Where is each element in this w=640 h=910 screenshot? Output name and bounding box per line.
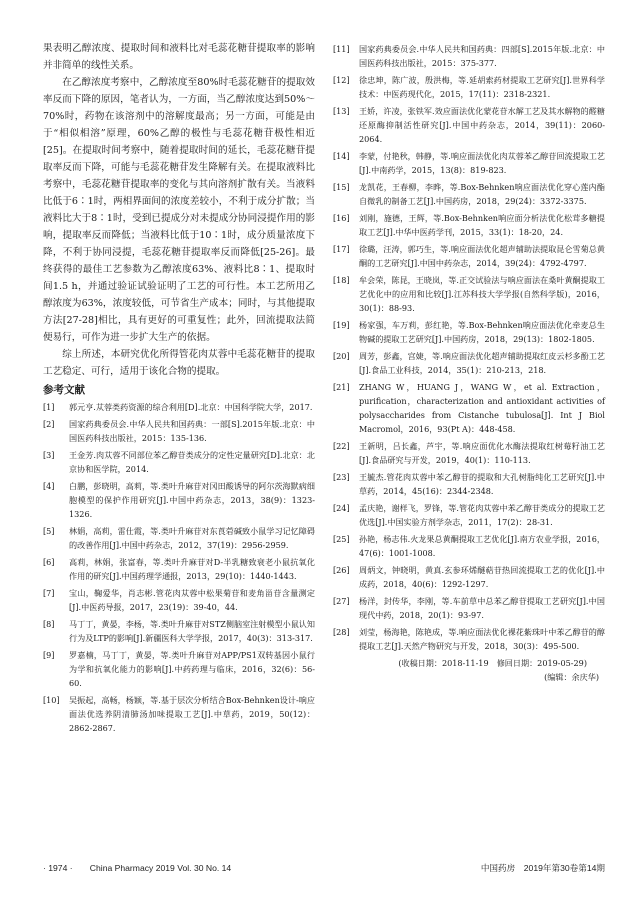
reference-number: [27]	[333, 596, 350, 606]
reference-number: [15]	[333, 182, 350, 192]
reference-number: [6]	[43, 557, 55, 567]
reference-item	[43, 400, 315, 414]
references-heading: 参考文献	[43, 384, 85, 396]
reference-text: 杨洋，封传华，李刚，等.车前草中总苯乙醇苷提取工艺研究[J].中国现代中药，2018，20(1)：93-97.	[359, 596, 605, 620]
reference-number: [25]	[333, 534, 350, 544]
reference-text: 孟庆艳，谢样飞，罗锋，等.管花肉苁蓉中苯乙醇苷类成分的提取工艺优选[J].中国实验方剂学杂志，2011，17(2)：28-31.	[359, 503, 605, 527]
reference-number: [12]	[333, 75, 350, 85]
reference-number: [10]	[43, 695, 60, 705]
received-revised-dates: (收稿日期：2018-11-19 修回日期：2019-05-29)	[398, 658, 587, 668]
reference-item	[43, 648, 315, 690]
reference-item	[333, 104, 605, 146]
reference-number: [28]	[333, 627, 350, 637]
reference-list	[333, 42, 605, 653]
reference-text: 刘莹，杨海艳，陈艳成，等.响应面法优化裸花紫珠叶中苯乙醇苷的醇提取工艺[J].天然产物研究与开发，2018，30(3)：495-500.	[359, 627, 605, 651]
reference-text: 刘刚，施德，王辉，等.Box-Behnken响应面分析法优化松茸多糖提取工艺[J].中华中医药学刊，2015，33(1)：18-20，24.	[359, 213, 605, 237]
reference-text: 马丁丁，黄晏，李杨，等.类叶升麻苷对STZ侧脑室注射模型小鼠认知行为及LTP的影响[J].新疆医科大学学报，2017，40(3)：313-317.	[69, 619, 315, 643]
reference-item	[43, 448, 315, 476]
reference-text: 宝山，鞠爱华，肖志彬.管花肉苁蓉中松果菊苷和麦角甾苷含量测定[J].中医药导报，2017，23(19)：39-40，44.	[69, 588, 315, 612]
reference-number: [4]	[43, 481, 55, 491]
reference-number: [23]	[333, 472, 350, 482]
reference-number: [5]	[43, 526, 55, 536]
reference-number: [8]	[43, 619, 55, 629]
reference-number: [20]	[333, 351, 350, 361]
footer-right: 中国药房 2019年第30卷第14期	[480, 863, 605, 873]
reference-item	[333, 73, 605, 101]
reference-text: 吴振起，高畅，杨颖，等.基于层次分析结合Box-Behnken设计-响应面法优选养阴清肺汤加味提取工艺[J].中草药，2019，50(12)：2862-2867.	[69, 695, 315, 733]
reference-item	[333, 42, 605, 70]
reference-item	[333, 563, 605, 591]
reference-number: [18]	[333, 275, 350, 285]
reference-text: 王毓杰.管花肉苁蓉中苯乙醇苷的提取和大孔树脂纯化工艺研究[J].中草药，2014，45(16)：2344-2348.	[359, 472, 605, 496]
reference-item	[43, 479, 315, 521]
reference-number: [14]	[333, 151, 350, 161]
reference-text: 王新明，吕长鑫，芦宇，等.响应面优化水酶法提取红树莓籽油工艺[J].食品研究与开发，2019，40(1)：110-113.	[359, 441, 605, 465]
reference-item	[43, 555, 315, 583]
reference-text: 杨家强，车万莉，彭红艳，等.Box-Behnken响应面法优化牵麦总生物碱的提取工艺研究[J].中国药房，2018，29(13)：1802-1805.	[359, 320, 605, 344]
reference-item	[43, 586, 315, 614]
reference-text: 徐璐，汪涛，郭巧生，等.响应面法优化超声辅助法提取昆仑雪菊总黄酮的工艺研究[J].中国中药杂志，2014，39(24)：4792-4797.	[359, 244, 605, 268]
reference-text: 高莉，林娟，张富春，等.类叶升麻苷对D-半乳糖致衰老小鼠抗氧化作用的研究[J].中国药理学通报，2013，29(10)：1440-1443.	[69, 557, 315, 581]
reference-item	[333, 242, 605, 270]
reference-item	[333, 180, 605, 208]
reference-text: 龙凯花，王春柳，李晔，等.Box-Behnken响应面法优化穿心莲内酯自微乳的制备工艺[J].中国药房，2018，29(24)：3372-3375.	[359, 182, 605, 206]
reference-number: [16]	[333, 213, 350, 223]
body-paragraph: 果表明乙醇浓度、提取时间和液料比对毛蕊花糖苷提取率的影响并非简单的线性关系。	[43, 43, 315, 71]
reference-item	[43, 617, 315, 645]
reference-text: 郭元亨.苁蓉类药资源的综合利用[D].北京：中国科学院大学，2017.	[69, 402, 313, 412]
reference-number: [24]	[333, 503, 350, 513]
reference-text: 周炳文，钟晓明，黄真.玄参环烯醚萜苷热回流提取工艺的优化[J].中成药，2018，40(6)：1292-1297.	[359, 565, 605, 589]
reference-item	[333, 594, 605, 622]
reference-number: [2]	[43, 419, 55, 429]
reference-text: 白鹏，彭晓明，高莉，等.类叶升麻苷对冈田酸诱导的阿尔茨海默病细胞模型的保护作用研究[J].中国中药杂志，2013，38(9)：1323-1326.	[69, 481, 315, 519]
reference-number: [21]	[333, 382, 350, 392]
reference-number: [26]	[333, 565, 350, 575]
reference-item	[43, 524, 315, 552]
body-paragraph: 综上所述，本研究优化所得管花肉苁蓉中毛蕊花糖苷的提取工艺稳定、可行，适用于该化合物的提取。	[43, 349, 315, 377]
reference-text: 林娟，高莉，雷仕霞，等.类叶升麻苷对东莨菪碱致小鼠学习记忆障碍的改善作用[J].中国中药杂志，2012，37(19)：2956-2959.	[69, 526, 315, 550]
reference-number: [19]	[333, 320, 350, 330]
reference-item	[333, 273, 605, 315]
reference-item	[333, 439, 605, 467]
reference-item	[43, 417, 315, 445]
reference-number: [11]	[333, 44, 350, 54]
reference-text: 牟会荣，陈昆，王晓岚，等.正交试验法与响应面法在桑叶黄酮提取工艺优化中的应用和比较[J].江苏科技大学学报(自然科学版)，2016，30(1)：88-93.	[359, 275, 605, 313]
reference-number: [7]	[43, 588, 55, 598]
reference-item	[333, 349, 605, 377]
body-paragraph: 在乙醇浓度考察中，乙醇浓度至80%时毛蕊花糖苷的提取效率反而下降的原因，笔者认为，一方面，当乙醇浓度达到50%～70%时，药物在该溶剂中的溶解度最高；另一方面，可能是由于“相似相溶”原理，60%乙醇的极性与毛蕊花糖苷极性相近[25]。在提取时间考察中，随着提取时间的延长，毛蕊花糖苷提取率反而下降，可能与毛蕊花糖苷发生降解有关。在提取液料比考察中，毛蕊花糖苷提取率的变化与其向溶剂扩散有关。当液料比低于6∶1时，两相界面间的浓度差较小，不利于成分扩散；当液料比大于8∶1时，受到已提成分对未提成分协同浸提作用的影响，提取率反而降低；当液料比低于10∶1时，成分质量浓度下降，不利于协同浸提，毛蕊花糖苷提取率反而降低[25-26]。最终获得的最佳工艺参数为乙醇浓度63%、液料比8∶1、提取时间1.5 h，并通过验证试验证明了工艺的可行性。本工艺所用乙醇浓度为63%，浓度较低，可节省生产成本；同时，与其他提取方法[27-28]相比，具有更好的可重复性；此外，回流提取法简便易行，可作为进一步扩大生产的依据。	[43, 77, 315, 343]
left-column	[43, 40, 315, 738]
reference-item	[333, 211, 605, 239]
reference-item	[333, 149, 605, 177]
reference-item	[333, 532, 605, 560]
reference-number: [22]	[333, 441, 350, 451]
reference-item	[43, 693, 315, 735]
reference-number: [17]	[333, 244, 350, 254]
reference-list	[43, 400, 315, 735]
reference-text: ZHANG W，HUANG J，WANG W，et al. Extraction，purification，characterization and antioxidant activities of polysaccharides from Cistanche tubulosa[J]. Int J Biol Macromol，2016，93(Pt A)：448-458.	[359, 382, 605, 434]
reference-text: 罗嘉楠，马丁丁，黄晏，等.类叶升麻苷对APP/PS1双转基因小鼠行为学和抗氧化能力的影响[J].中药药理与临床，2016，32(6)：56-60.	[69, 650, 315, 688]
reference-number: [9]	[43, 650, 55, 660]
reference-text: 王娇，许凌，张铁军.效应面法优化蒙花苷水解工艺及其水解物的醛糖还原酶抑制活性研究[J].中国中药杂志，2014，39(11)：2060-2064.	[359, 106, 605, 144]
reference-text: 李蒙，付艳秋，韩静，等.响应面法优化肉苁蓉苯乙醇苷回流提取工艺[J].中南药学，2015，13(8)：819-823.	[359, 151, 605, 175]
reference-item	[333, 501, 605, 529]
right-column	[333, 42, 605, 684]
reference-item	[333, 625, 605, 653]
reference-item	[333, 318, 605, 346]
reference-number: [3]	[43, 450, 55, 460]
footer-left: · 1974 · China Pharmacy 2019 Vol. 30 No. 14	[43, 863, 232, 873]
reference-item	[333, 470, 605, 498]
reference-number: [1]	[43, 402, 55, 412]
reference-number: [13]	[333, 106, 350, 116]
reference-text: 王金芳.肉苁蓉不同部位苯乙醇苷类成分的定性定量研究[D].北京：北京协和医学院，2014.	[69, 450, 315, 474]
reference-item	[333, 380, 605, 436]
reference-text: 国家药典委员会.中华人民共和国药典：四部[S].2015年版.北京：中国医药科技出版社，2015：375-377.	[359, 44, 605, 68]
reference-text: 周芳，彭鑫，宫婕，等.响应面法优化超声辅助提取红皮云杉多酚工艺[J].食品工业科技，2014，35(1)：210-213，218.	[359, 351, 605, 375]
reference-text: 孙艳，杨志伟.火龙果总黄酮提取工艺优化[J].南方农业学报，2016，47(6)：1001-1008.	[359, 534, 605, 558]
editor-note: (编辑：余庆华)	[544, 672, 599, 682]
reference-text: 国家药典委员会.中华人民共和国药典：一部[S].2015年版.北京：中国医药科技出版社，2015：135-136.	[69, 419, 315, 443]
reference-text: 徐忠坤，陈广波，殷洪梅，等.延胡索药材提取工艺研究[J].世界科学技术：中医药现代化，2015，17(11)：2318-2321.	[359, 75, 605, 99]
